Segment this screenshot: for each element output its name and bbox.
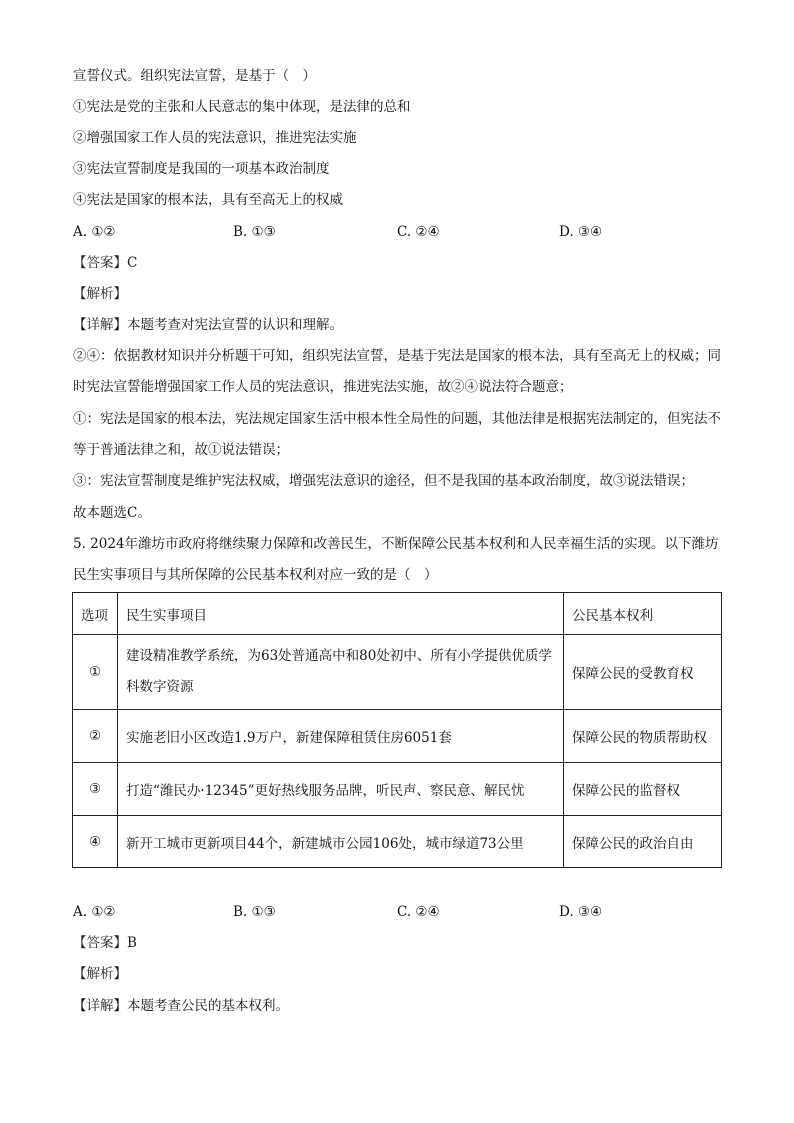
answer-label: 【答案】B <box>73 935 137 951</box>
right-cell: 保障公民的物质帮助权 <box>564 710 722 763</box>
option-c: C. ②④ <box>397 904 440 920</box>
column-header: 民生实事项目 <box>118 593 564 635</box>
table-row <box>73 710 722 763</box>
project-cell: 新开工城市更新项目44个，新建城市公园106处，城市绿道73公里 <box>118 816 564 868</box>
statement-4: ④宪法是国家的根本法，具有至高无上的权威 <box>73 192 343 208</box>
detail-text: 【详解】本题考查公民的基本权利。 <box>73 998 289 1014</box>
project-cell: 打造“潍民办·12345”更好热线服务品牌，听民声、察民意、解民忧 <box>118 763 564 816</box>
project-cell: 建设精准教学系统，为63处普通高中和80处初中、所有小学提供优质学科数字资源 <box>118 635 564 710</box>
table-row <box>73 816 722 868</box>
option-d: D. ③④ <box>559 224 603 240</box>
row-number: ① <box>73 635 118 710</box>
table-row <box>73 763 722 816</box>
analysis-label: 【解析】 <box>73 286 127 302</box>
explanation-paragraph: ③：宪法宣誓制度是维护宪法权威，增强宪法意识的途径，但不是我国的基本政治制度，故③说法错误； <box>73 473 694 489</box>
question-stem: 5. 2024年潍坊市政府将继续聚力保障和改善民生，不断保障公民基本权利和人民幸福生活的实现。以下潍坊民生实事项目与其所保障的公民基本权利对应一致的是（ ） <box>73 536 719 583</box>
option-b: B. ①③ <box>233 224 276 240</box>
statement-3: ③宪法宣誓制度是我国的一项基本政治制度 <box>73 161 330 177</box>
option-a: A. ①② <box>73 224 116 240</box>
detail-text: 【详解】本题考查对宪法宣誓的认识和理解。 <box>73 317 343 333</box>
right-cell: 保障公民的监督权 <box>564 763 722 816</box>
right-cell: 保障公民的受教育权 <box>564 635 722 710</box>
answer-label: 【答案】C <box>73 255 138 271</box>
answer-options <box>73 902 723 922</box>
row-number: ③ <box>73 763 118 816</box>
right-cell: 保障公民的政治自由 <box>564 816 722 868</box>
column-header: 选项 <box>73 593 118 635</box>
analysis-label: 【解析】 <box>73 966 127 982</box>
project-cell: 实施老旧小区改造1.9万户，新建保障租赁住房6051套 <box>118 710 564 763</box>
option-d: D. ③④ <box>559 904 603 920</box>
rights-table <box>72 592 722 868</box>
table-header-row <box>73 593 722 635</box>
column-header: 公民基本权利 <box>564 593 722 635</box>
option-a: A. ①② <box>73 904 116 920</box>
row-number: ④ <box>73 816 118 868</box>
table-row <box>73 635 722 710</box>
option-b: B. ①③ <box>233 904 276 920</box>
option-c: C. ②④ <box>397 224 440 240</box>
conclusion-text: 故本题选C。 <box>73 505 151 521</box>
question-stem: 宣誓仪式。组织宪法宣誓，是基于（ ） <box>73 68 316 84</box>
explanation-paragraph: ②④：依据教材知识并分析题干可知，组织宪法宣誓，是基于宪法是国家的根本法，具有至高无上的权威；同时宪法宣誓能增强国家工作人员的宪法意识，推进宪法实施，故②④说法符合题意； <box>73 348 721 395</box>
statement-2: ②增强国家工作人员的宪法意识，推进宪法实施 <box>73 130 357 146</box>
row-number: ② <box>73 710 118 763</box>
answer-options <box>73 222 723 242</box>
explanation-paragraph: ①：宪法是国家的根本法，宪法规定国家生活中根本性全局性的问题，其他法律是根据宪法制定的，但宪法不等于普通法律之和，故①说法错误； <box>73 411 721 458</box>
statement-1: ①宪法是党的主张和人民意志的集中体现，是法律的总和 <box>73 99 411 115</box>
